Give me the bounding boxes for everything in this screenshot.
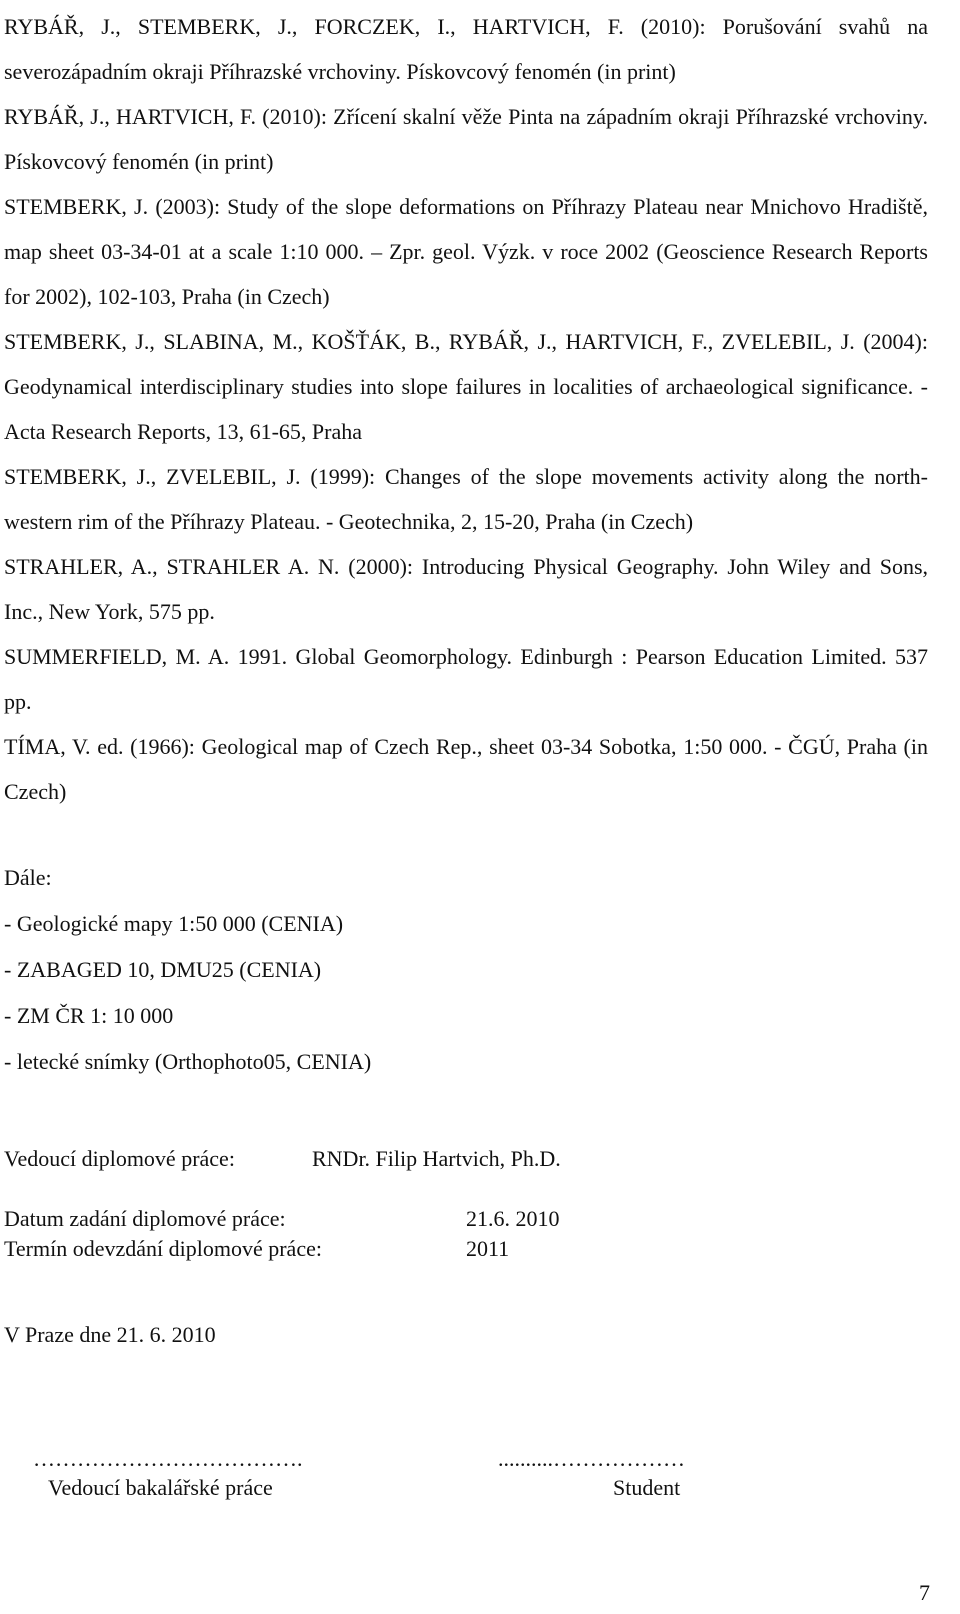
additional-sources	[4, 855, 904, 1085]
source-item: - ZABAGED 10, DMU25 (CENIA)	[4, 957, 322, 982]
left-signature-line: ……………………………….	[33, 1446, 303, 1471]
reference-item: STEMBERK, J., ZVELEBIL, J. (1999): Changes of the slope movements activity along the north-western rim of the Příhrazy Plateau. - Geotechnika, 2, 15-20, Praha (in Czech)	[4, 464, 928, 534]
reference-item: STEMBERK, J. (2003): Study of the slope deformations on Příhrazy Plateau near Mnichovo Hradiště, map sheet 03-34-01 at a scale 1:10 000. – Zpr. geol. Výzk. v roce 2002 (Geoscience Research Reports for 2002), 102-103, Praha (in Czech)	[4, 194, 928, 309]
place-and-date: V Praze dne 21. 6. 2010	[4, 1322, 216, 1347]
right-signature-line: ..........………………	[498, 1446, 685, 1471]
assigned-date-label: Datum zadání diplomové práce:	[4, 1206, 286, 1231]
supervisor-label: Vedoucí diplomové práce:	[4, 1146, 235, 1171]
reference-item: STRAHLER, A., STRAHLER A. N. (2000): Introducing Physical Geography. John Wiley and Sons, Inc., New York, 575 pp.	[4, 554, 928, 624]
source-item: - ZM ČR 1: 10 000	[4, 1003, 174, 1028]
page-number: 7	[919, 1580, 930, 1605]
right-signature-label: Student	[613, 1475, 681, 1500]
deadline-value: 2011	[466, 1236, 510, 1261]
source-item: - Geologické mapy 1:50 000 (CENIA)	[4, 911, 344, 936]
supervisor-value: RNDr. Filip Hartvich, Ph.D.	[312, 1146, 561, 1171]
reference-item: SUMMERFIELD, M. A. 1991. Global Geomorphology. Edinburgh : Pearson Education Limited. 537 pp.	[4, 644, 928, 714]
deadline-label: Termín odevzdání diplomové práce:	[4, 1236, 322, 1261]
reference-item: RYBÁŘ, J., HARTVICH, F. (2010): Zřícení skalní věže Pinta na západním okraji Příhrazské vrchoviny. Pískovcový fenomén (in print)	[4, 104, 928, 174]
references-list	[4, 4, 928, 814]
assigned-date-value: 21.6. 2010	[466, 1206, 560, 1231]
reference-item: TÍMA, V. ed. (1966): Geological map of Czech Rep., sheet 03-34 Sobotka, 1:50 000. - ČGÚ, Praha (in Czech)	[4, 734, 928, 804]
reference-item: STEMBERK, J., SLABINA, M., KOŠŤÁK, B., RYBÁŘ, J., HARTVICH, F., ZVELEBIL, J. (2004): Geodynamical interdisciplinary studies into slope failures in localities of archaeological significance. - Acta Research Reports, 13, 61-65, Praha	[4, 329, 928, 444]
reference-item: RYBÁŘ, J., STEMBERK, J., FORCZEK, I., HARTVICH, F. (2010): Porušování svahů na severozápadním okraji Příhrazské vrchoviny. Pískovcový fenomén (in print)	[4, 14, 928, 84]
source-item: - letecké snímky (Orthophoto05, CENIA)	[4, 1049, 372, 1074]
left-signature-label: Vedoucí bakalářské práce	[48, 1475, 273, 1500]
additional-sources-heading: Dále:	[4, 865, 52, 890]
